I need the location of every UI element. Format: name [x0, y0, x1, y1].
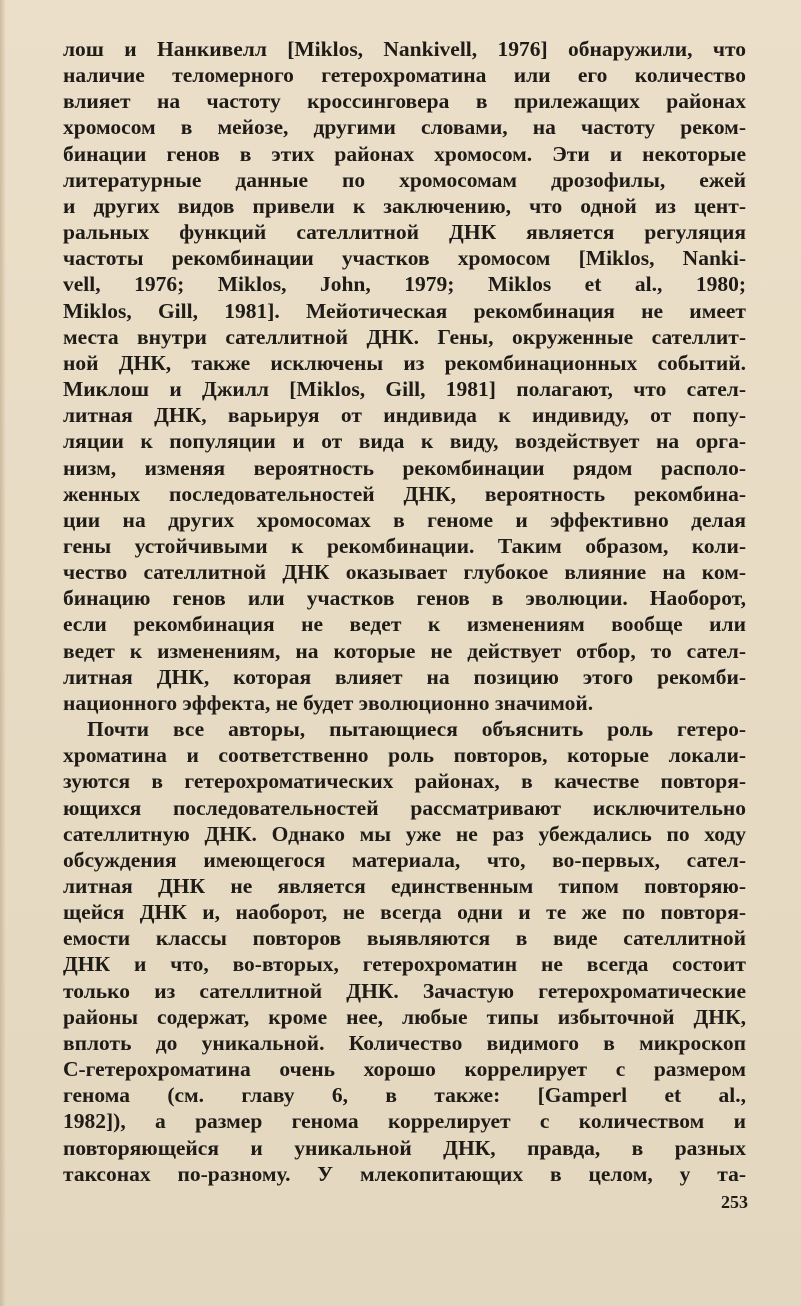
text-line: бинации генов в этих районах хромосом. Эти и некоторые [63, 141, 746, 166]
page-number: 253 [721, 1192, 748, 1212]
text-line: повторяющейся и уникальной ДНК, правда, в разных [63, 1135, 746, 1160]
text-line: литная ДНК, варьируя от индивида к индивиду, от попу- [63, 403, 746, 428]
text-line: таксонах по-разному. У млекопитающих в целом, у та- [63, 1161, 746, 1186]
text-line: литная ДНК не является единственным типом повторяю- [63, 874, 746, 898]
text-line: ющихся последовательностей рассматривают исключительно [63, 795, 746, 820]
text-line: и других видов привели к заключению, что одной из цент- [63, 193, 746, 218]
text-line: ральных функций сателлитной ДНК является регуляция [63, 220, 746, 245]
page-edge-shadow [0, 0, 6, 1306]
text-line: вплоть до уникальной. Количество видимого в микроскоп [63, 1030, 746, 1055]
text-line: vell, 1976; Miklos, John, 1979; Miklos et al., 1980; [63, 272, 746, 297]
text-line: сателлитную ДНК. Однако мы уже не раз убеждались по ходу [63, 821, 746, 846]
text-line: Миклош и Джилл [Miklos, Gill, 1981] полагают, что сател- [63, 377, 746, 402]
text-line: если рекомбинация не ведет к изменениям вообще или [63, 612, 746, 637]
text-line: женных последовательностей ДНК, вероятность рекомбина- [63, 481, 746, 506]
text-line: хроматина и соответственно роль повторов, которые локали- [63, 743, 746, 768]
text-line: ведет к изменениям, на которые не действует отбор, то сател- [63, 638, 746, 663]
text-line: лош и Нанкивелл [Miklos, Nankivell, 1976] обнаружили, что [63, 37, 746, 61]
text-line: щейся ДНК и, наоборот, не всегда одни и те же по повторя- [63, 900, 746, 925]
text-line: ДНК и что, во-вторых, гетерохроматин не всегда состоит [63, 952, 746, 977]
text-line: Почти все авторы, пытающиеся объяснить роль гетеро- [87, 717, 746, 742]
text-line: зуются в гетерохроматических районах, в качестве повторя- [63, 769, 746, 794]
text-line: 1982]), а размер генома коррелирует с количеством и [63, 1109, 746, 1134]
text-line: влияет на частоту кроссинговера в прилежащих районах [63, 89, 746, 114]
text-line: С-гетерохроматина очень хорошо коррелирует с размером [63, 1057, 746, 1082]
text-line: наличие теломерного гетерохроматина или его количество [63, 63, 746, 88]
text-line: национного эффекта, не будет эволюционно значимой. [63, 690, 594, 715]
text-line: хромосом в мейозе, другими словами, на частоту реком- [63, 115, 746, 140]
text-line: гены устойчивыми к рекомбинации. Таким образом, коли- [63, 533, 746, 558]
text-line: генома (см. главу 6, в также: [Gamperl et al., [63, 1083, 746, 1108]
text-line: емости классы повторов выявляются в виде сателлитной [63, 926, 746, 951]
text-line: обсуждения имеющегося материала, что, во-первых, сател- [63, 847, 746, 872]
paragraph-2 [63, 716, 746, 1187]
text-line: литературные данные по хромосомам дрозофилы, ежей [63, 167, 746, 192]
text-line: низм, изменяя вероятность рекомбинации рядом располо- [63, 455, 746, 480]
text-line: Miklos, Gill, 1981]. Мейотическая рекомбинация не имеет [63, 298, 746, 323]
body-text [63, 36, 746, 1187]
text-line: только из сателлитной ДНК. Зачастую гетерохроматические [63, 978, 746, 1003]
text-line: ляции к популяции и от вида к виду, воздействует на орга- [63, 429, 746, 454]
text-line: частоты рекомбинации участков хромосом [Miklos, Nanki- [63, 246, 746, 271]
text-line: чество сателлитной ДНК оказывает глубокое влияние на ком- [63, 560, 746, 585]
paragraph-1 [63, 36, 746, 716]
text-line: литная ДНК, которая влияет на позицию этого рекомби- [63, 664, 746, 689]
text-line: бинацию генов или участков генов в эволюции. Наоборот, [63, 586, 746, 611]
text-line: районы содержат, кроме нее, любые типы избыточной ДНК, [63, 1004, 746, 1029]
text-line: ции на других хромосомах в геноме и эффективно делая [63, 507, 746, 532]
text-line: места внутри сателлитной ДНК. Гены, окруженные сателлит- [63, 324, 746, 349]
text-line: ной ДНК, также исключены из рекомбинационных событий. [63, 350, 746, 375]
